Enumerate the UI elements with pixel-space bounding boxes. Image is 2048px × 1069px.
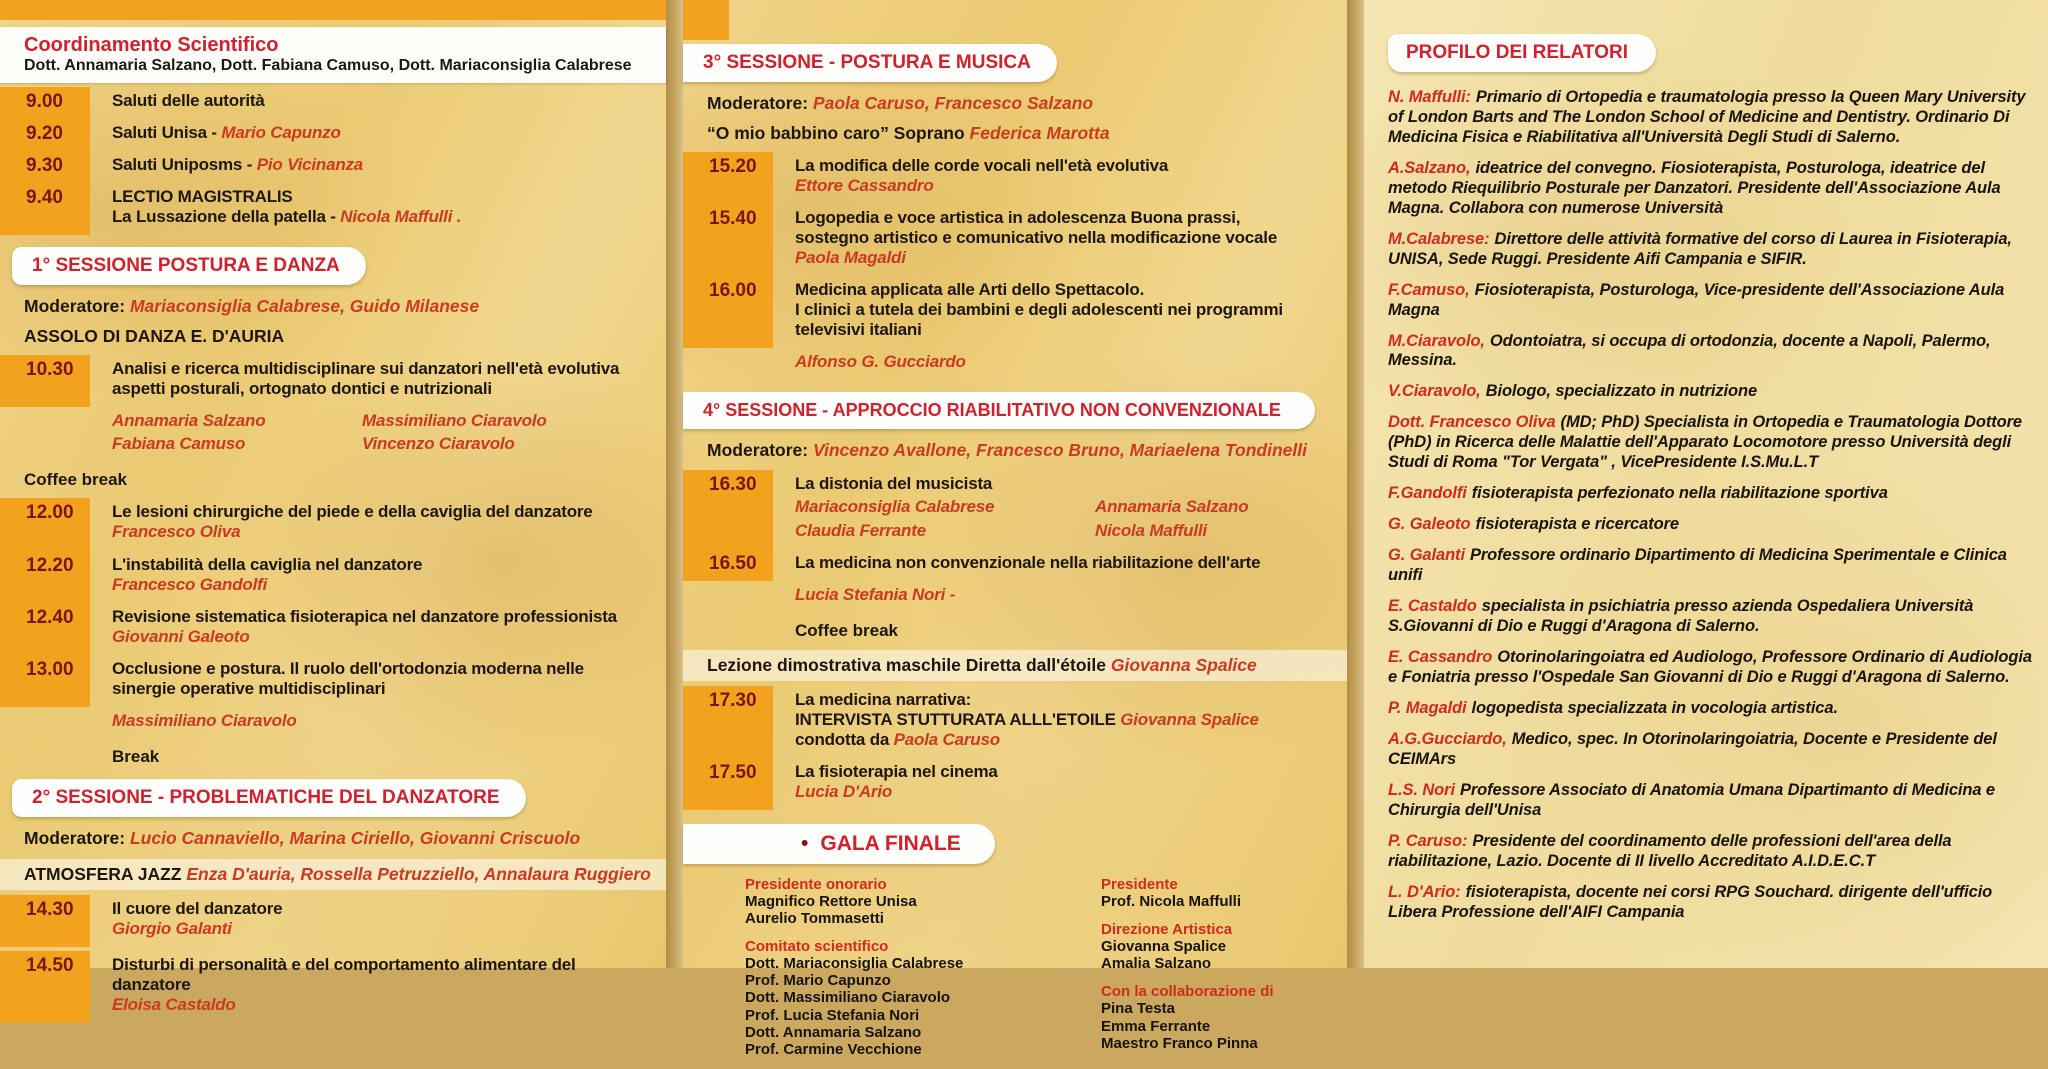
profile-text: fisioterapista perfezionato nella riabilitazione sportiva bbox=[1471, 484, 1888, 503]
talk-subtitle bbox=[795, 730, 1343, 750]
schedule-group-1730 bbox=[683, 686, 1347, 810]
profile-text: Odontoiatra, si occupa di ortodonzia, docente a Napoli, Palermo, Messina. bbox=[1388, 331, 1991, 370]
demo-lesson-band bbox=[683, 650, 1347, 681]
speaker-name: Claudia Ferrante bbox=[795, 520, 926, 540]
time-label: 17.30 bbox=[683, 686, 773, 758]
profile-text: logopedista specializzata in vocologia artistica. bbox=[1471, 698, 1838, 717]
schedule-group-music bbox=[683, 152, 1347, 380]
table-row bbox=[0, 407, 666, 462]
talk-title: Disturbi di personalità e del comportamento alimentare del bbox=[112, 954, 576, 974]
profile-name: V.Ciaravolo, bbox=[1388, 382, 1481, 401]
panel-morning-program bbox=[0, 0, 666, 1015]
table-row bbox=[683, 204, 1347, 276]
time-label: 9.20 bbox=[0, 119, 90, 151]
speaker-name: Nicola Maffulli bbox=[1095, 520, 1207, 540]
committee-section bbox=[1101, 983, 1274, 1051]
time-label: 12.20 bbox=[0, 551, 90, 603]
committee-member: Prof. Mario Capunzo bbox=[745, 972, 891, 990]
time-label: 13.00 bbox=[0, 655, 90, 707]
time-spacer bbox=[683, 581, 773, 613]
speaker-name: Vincenzo Ciaravolo bbox=[362, 434, 515, 454]
session-4-pill: 4° SESSIONE - APPROCCIO RIABILITATIVO NON CONVENZIONALE bbox=[683, 392, 1315, 429]
talk-title: La distonia del musicista bbox=[795, 474, 993, 494]
profile-text: specialista in psichiatria presso azienda Ospedaliera Università S.Giovanni di Dio e Ruggi d'Aragona di Salerno. bbox=[1388, 597, 1974, 636]
committee-member: Dott. Massimiliano Ciaravolo bbox=[745, 989, 951, 1007]
moderator-names: Vincenzo Avallone, Francesco Bruno, Mariaelena Tondinelli bbox=[812, 440, 1307, 461]
time-label: 12.00 bbox=[0, 498, 90, 550]
moderator-line bbox=[0, 291, 666, 322]
table-row bbox=[0, 498, 666, 550]
table-row bbox=[0, 355, 666, 407]
table-row bbox=[0, 151, 666, 183]
talk-title: La medicina narrativa: bbox=[795, 689, 972, 709]
profile-entry bbox=[1388, 883, 2034, 923]
table-row bbox=[683, 686, 1347, 758]
coordination-band bbox=[0, 27, 666, 83]
profile-text: Presidente del coordinamento delle professioni dell'area della riabilitazione, Lazio. Docente di II livello Accreditato A.I.D.E.C.T bbox=[1388, 831, 1952, 870]
profile-name: L.S. Nori bbox=[1388, 780, 1455, 799]
performer-names: Enza D'auria, Rossella Petruzziello, Annalaura Ruggiero bbox=[186, 863, 651, 884]
committee-member: Aurelio Tommasetti bbox=[745, 910, 884, 928]
gala-finale-pill bbox=[683, 824, 995, 864]
talk-title: Il cuore del danzatore bbox=[112, 898, 283, 918]
profile-name: Dott. Francesco Oliva bbox=[1388, 413, 1556, 432]
speaker-name: Paola Caruso bbox=[893, 729, 1000, 749]
profile-name: M.Ciaravolo, bbox=[1388, 331, 1485, 350]
speaker-name: Giorgio Galanti bbox=[112, 918, 232, 938]
profile-name: M.Calabrese: bbox=[1388, 229, 1490, 248]
fold-shadow bbox=[666, 0, 683, 968]
talk-subtitle: sinergie operative multidisciplinari bbox=[112, 678, 386, 698]
committee-section bbox=[1101, 921, 1274, 972]
profile-name: E. Cassandro bbox=[1388, 647, 1493, 666]
speaker-name: Pio Vicinanza bbox=[256, 155, 364, 175]
committee-member: Prof. Lucia Stefania Nori bbox=[745, 1006, 920, 1024]
committee-header: Presidente bbox=[1101, 875, 1178, 893]
talk-title: Revisione sistematica fisioterapica nel danzatore professionista bbox=[112, 606, 617, 626]
schedule-group-opening bbox=[0, 87, 666, 235]
talk-title: LECTIO MAGISTRALIS bbox=[112, 187, 293, 207]
performance-title: ATMOSFERA JAZZ bbox=[24, 863, 187, 884]
time-spacer bbox=[683, 348, 773, 380]
session-3-pill: 3° SESSIONE - POSTURA E MUSICA bbox=[683, 44, 1057, 82]
profile-entry bbox=[1388, 413, 2034, 473]
top-orange-bar bbox=[0, 0, 666, 20]
table-row bbox=[0, 951, 666, 1023]
profile-name: A.G.Gucciardo, bbox=[1388, 729, 1507, 748]
panel-afternoon-program bbox=[683, 0, 1347, 1058]
profile-name: F.Camuso, bbox=[1388, 280, 1470, 299]
profiles-title-pill: PROFILO DEI RELATORI bbox=[1388, 34, 1656, 72]
profile-entry bbox=[1388, 230, 2034, 270]
bullet-icon: • bbox=[801, 831, 809, 855]
profile-name: A.Salzano, bbox=[1388, 158, 1471, 177]
talk-title-text: Saluti Unisa - bbox=[112, 123, 222, 143]
committee-member: Emma Ferrante bbox=[1101, 1017, 1211, 1035]
talk-title: Logopedia e voce artistica in adolescenza Buona prassi, bbox=[795, 208, 1241, 228]
table-row bbox=[0, 87, 666, 119]
coffee-break-label: Coffee break bbox=[24, 470, 127, 490]
profile-name: F.Gandolfi bbox=[1388, 484, 1467, 503]
performer-names: Giovanna Spalice bbox=[1110, 654, 1257, 675]
performance-band bbox=[0, 859, 666, 890]
talk-subtitle: televisivi italiani bbox=[795, 320, 922, 340]
time-spacer bbox=[0, 707, 90, 739]
profile-name: G. Galanti bbox=[1388, 546, 1465, 565]
demo-lesson-title: Lezione dimostrativa maschile Diretta dall'étoile bbox=[707, 654, 1111, 675]
talk-title bbox=[112, 123, 662, 143]
talk-title: La modifica delle corde vocali nell'età evolutiva bbox=[795, 156, 1169, 175]
coffee-break-label: Coffee break bbox=[795, 620, 898, 640]
table-row bbox=[0, 603, 666, 655]
speaker-name: Fabiana Camuso bbox=[112, 434, 246, 454]
schedule-group-noon bbox=[0, 498, 666, 738]
profile-entry bbox=[1388, 332, 2034, 372]
profile-text: Professore Associato di Anatomia Umana Dipartimanto di Medicina e Chirurgia dell'Unisa bbox=[1388, 780, 1996, 819]
profile-name: P. Caruso: bbox=[1388, 831, 1468, 850]
table-row bbox=[0, 655, 666, 707]
time-label: 17.50 bbox=[683, 758, 773, 810]
profile-text: Direttore delle attività formative del corso di Laurea in Fisioterapia, UNISA, Sede Ruggi. Presidente Aifi Campania e SIFIR. bbox=[1388, 229, 2012, 268]
committee-member: Amalia Salzano bbox=[1101, 955, 1212, 973]
profile-name: P. Magaldi bbox=[1388, 698, 1467, 717]
profile-entry bbox=[1388, 546, 2034, 586]
profile-text: Professore ordinario Dipartimento di Medicina Sperimentale e Clinica unifi bbox=[1388, 546, 2007, 585]
profile-entry bbox=[1388, 484, 2034, 504]
profile-entry bbox=[1388, 781, 2034, 821]
committee-member: Dott. Mariaconsiglia Calabrese bbox=[745, 955, 964, 973]
talk-subtitle: I clinici a tutela dei bambini e degli adolescenti nei programmi bbox=[795, 300, 1283, 320]
profile-name: G. Galeoto bbox=[1388, 515, 1471, 534]
gala-finale-label: GALA FINALE bbox=[820, 831, 961, 855]
speaker-name: Lucia Stefania Nori - bbox=[795, 584, 956, 604]
time-label: 12.40 bbox=[0, 603, 90, 655]
profile-name: N. Maffulli: bbox=[1388, 88, 1471, 106]
talk-title: Analisi e ricerca multidisciplinare sui danzatori nell'età evolutiva bbox=[112, 359, 620, 379]
coordination-title: Coordinamento Scientifico bbox=[24, 34, 279, 56]
talk-title-text: Saluti Uniposms - bbox=[112, 155, 257, 175]
performance-title: “O mio babbino caro” Soprano bbox=[707, 123, 970, 143]
time-label: 14.30 bbox=[0, 895, 90, 947]
time-label: 14.50 bbox=[0, 951, 90, 1023]
speaker-grid bbox=[795, 497, 1343, 540]
committee-column-left bbox=[745, 876, 1101, 1069]
talk-title-text: condotta da bbox=[795, 729, 894, 749]
profile-text: fisioterapista e ricercatore bbox=[1475, 515, 1679, 534]
profile-name: E. Castaldo bbox=[1388, 597, 1477, 616]
time-label: 10.30 bbox=[0, 355, 90, 407]
time-spacer bbox=[0, 407, 90, 462]
talk-title: Le lesioni chirurgiche del piede e della caviglia del danzatore bbox=[112, 502, 593, 522]
performer-names: Federica Marotta bbox=[969, 123, 1110, 143]
talk-title-text: La Lussazione della patella - bbox=[112, 207, 341, 227]
table-row bbox=[683, 152, 1347, 204]
committee-member: Pina Testa bbox=[1101, 1000, 1175, 1018]
speaker-name: Giovanni Galeoto bbox=[112, 626, 250, 646]
speaker-name: Nicola Maffulli . bbox=[340, 207, 462, 227]
session-1-pill: 1° SESSIONE POSTURA E DANZA bbox=[12, 247, 366, 285]
profile-entry bbox=[1388, 88, 2034, 148]
speaker-name: Giovanna Spalice bbox=[1120, 709, 1259, 729]
profile-text: Fiosioterapista, Posturologa, Vice-presidente dell'Associazione Aula Magna bbox=[1388, 280, 2005, 319]
speaker-name: Paola Magaldi bbox=[795, 248, 906, 268]
panel-speaker-profiles bbox=[1364, 0, 2048, 968]
speaker-name: Francesco Oliva bbox=[112, 522, 241, 542]
talk-title: L'instabilità della caviglia nel danzatore bbox=[112, 554, 423, 574]
table-row bbox=[683, 348, 1347, 380]
performance-line: ASSOLO DI DANZA E. D'AURIA bbox=[24, 326, 285, 347]
committee-member: Giovanna Spalice bbox=[1101, 938, 1227, 956]
profile-text: Biologo, specializzato in nutrizione bbox=[1485, 382, 1758, 401]
table-row bbox=[683, 581, 1347, 613]
speaker-name: Eloisa Castaldo bbox=[112, 995, 236, 1015]
table-row bbox=[0, 707, 666, 739]
speaker-name: Ettore Cassandro bbox=[795, 176, 934, 196]
speaker-name: Massimiliano Ciaravolo bbox=[112, 710, 297, 730]
speaker-name: Alfonso G. Gucciardo bbox=[795, 352, 966, 372]
profile-text: Medico, spec. In Otorinolaringoiatria, Docente e Presidente del CEIMArs bbox=[1388, 729, 1997, 768]
moderator-names: Lucio Cannaviello, Marina Ciriello, Giovanni Criscuolo bbox=[129, 827, 581, 848]
committee-column-right bbox=[1101, 876, 1274, 1069]
committee-section bbox=[1101, 876, 1274, 910]
break-label: Break bbox=[112, 746, 160, 766]
committee-member: Prof. Nicola Maffulli bbox=[1101, 892, 1242, 910]
profile-entry bbox=[1388, 382, 2034, 402]
moderator-line bbox=[0, 823, 666, 854]
talk-title: Saluti delle autorità bbox=[112, 91, 265, 110]
moderator-names: Mariaconsiglia Calabrese, Guido Milanese bbox=[129, 296, 480, 317]
moderator-label: Moderatore: bbox=[707, 93, 813, 113]
table-row bbox=[0, 119, 666, 151]
schedule-group-1030 bbox=[0, 355, 666, 462]
committee-member: Magnifico Rettore Unisa bbox=[745, 892, 917, 910]
schedule-group-1430 bbox=[0, 895, 666, 947]
committee-section bbox=[745, 876, 1101, 927]
profile-entry bbox=[1388, 832, 2034, 872]
time-label: 16.30 bbox=[683, 470, 773, 548]
moderator-line bbox=[683, 435, 1347, 466]
time-label: 16.50 bbox=[683, 549, 773, 581]
talk-subtitle bbox=[795, 710, 1343, 730]
speaker-name: Francesco Gandolfi bbox=[112, 574, 268, 594]
committee-header: Presidente onorario bbox=[745, 875, 887, 893]
table-row bbox=[683, 276, 1347, 348]
moderator-label: Moderatore: bbox=[24, 296, 130, 317]
profile-entry bbox=[1388, 281, 2034, 321]
talk-title: Medicina applicata alle Arti dello Spettacolo. bbox=[795, 280, 1145, 300]
committees-block bbox=[683, 876, 1347, 1069]
profile-text: ideatrice del convegno. Fiosioterapista, Posturologa, ideatrice del metodo Riequilibrio Posturale per Danzatori. Presidente dell'Associazione Aula Magna. Collabora con numerose Università bbox=[1388, 158, 2001, 217]
time-label: 9.40 bbox=[0, 183, 90, 235]
speaker-name: Mariaconsiglia Calabrese bbox=[795, 497, 995, 517]
committee-header: Direzione Artistica bbox=[1101, 921, 1233, 939]
speaker-name: Lucia D'Ario bbox=[795, 781, 893, 801]
moderator-names: Paola Caruso, Francesco Salzano bbox=[812, 93, 1094, 113]
time-label: 9.30 bbox=[0, 151, 90, 183]
profile-entry bbox=[1388, 730, 2034, 770]
profile-entry bbox=[1388, 648, 2034, 688]
table-row bbox=[683, 549, 1347, 581]
time-label: 16.00 bbox=[683, 276, 773, 348]
committee-member: Maestro Franco Pinna bbox=[1101, 1034, 1258, 1052]
table-row bbox=[0, 895, 666, 947]
talk-subtitle: sostegno artistico e comunicativo nella modificazione vocale bbox=[795, 228, 1278, 248]
talk-title: La fisioterapia nel cinema bbox=[795, 761, 998, 781]
time-label: 15.20 bbox=[683, 152, 773, 204]
time-label: 9.00 bbox=[0, 87, 90, 119]
speaker-name: Annamaria Salzano bbox=[112, 411, 266, 431]
profile-entry bbox=[1388, 159, 2034, 219]
talk-title: Occlusione e postura. Il ruolo dell'ortodonzia moderna nelle bbox=[112, 658, 584, 678]
profile-text: fisioterapista, docente nei corsi RPG Souchard. dirigente dell'ufficio Libera Professione dell'AIFI Campania bbox=[1388, 882, 1993, 921]
coordination-names: Dott. Annamaria Salzano, Dott. Fabiana Camuso, Dott. Mariaconsiglia Calabrese bbox=[24, 57, 632, 74]
schedule-group-1450 bbox=[0, 951, 666, 1023]
profile-entry bbox=[1388, 699, 2034, 719]
table-row bbox=[683, 470, 1347, 548]
talk-subtitle: aspetti posturali, ortognato dontici e nutrizionali bbox=[112, 379, 492, 399]
schedule-group-1630 bbox=[683, 470, 1347, 612]
speaker-name: Annamaria Salzano bbox=[1095, 497, 1249, 517]
time-label: 15.40 bbox=[683, 204, 773, 276]
speaker-name: Massimiliano Ciaravolo bbox=[362, 411, 547, 431]
performance-line bbox=[683, 119, 1347, 148]
talk-title-text: INTERVISTA STUTTURATA ALLL'ETOILE bbox=[795, 709, 1121, 729]
talk-subtitle: danzatore bbox=[112, 974, 191, 994]
committee-member: Dott. Annamaria Salzano bbox=[745, 1023, 922, 1041]
table-row bbox=[0, 183, 666, 235]
profile-text: Primario di Ortopedia e traumatologia presso la Queen Mary University of London Barts and The London School of Medicine and Dentistry. Ordinario Di Medicina Fisica e Riabilitativa all'Università Degli Studi di Salerno. bbox=[1388, 88, 2026, 146]
moderator-label: Moderatore: bbox=[707, 440, 813, 461]
profile-text: (MD; PhD) Specialista in Ortopedia e Traumatologia Dottore (PhD) in Ricerca delle Malattie dell'Apparato Locomotore presso Università degli Studi di Roma "Tor Vergata" , VicePresidente I.S.Mu.L.T bbox=[1388, 413, 2023, 472]
profiles-list bbox=[1384, 88, 2034, 922]
fold-shadow bbox=[1347, 0, 1364, 968]
talk-title bbox=[112, 155, 662, 175]
table-row bbox=[683, 758, 1347, 810]
committee-section bbox=[745, 938, 1101, 1058]
profile-entry bbox=[1388, 515, 2034, 535]
corner-orange-block bbox=[683, 0, 729, 40]
committee-header: Con la collaborazione di bbox=[1101, 983, 1274, 1001]
session-2-pill: 2° SESSIONE - PROBLEMATICHE DEL DANZATORE bbox=[12, 779, 526, 817]
committee-member: Prof. Carmine Vecchione bbox=[745, 1040, 922, 1058]
speaker-grid bbox=[112, 411, 662, 454]
moderator-label: Moderatore: bbox=[24, 827, 130, 848]
speaker-name: Mario Capunzo bbox=[221, 123, 341, 143]
profile-name: L. D'Ario: bbox=[1388, 882, 1461, 901]
committee-header: Comitato scientifico bbox=[745, 938, 889, 956]
talk-subtitle bbox=[112, 207, 662, 227]
profile-entry bbox=[1388, 597, 2034, 637]
table-row bbox=[0, 551, 666, 603]
profile-text: Otorinolaringoiatra ed Audiologo, Professore Ordinario di Audiologia e Foniatria presso l'Ospedale San Giovanni di Dio e Ruggi d'Aragona di Salerno. bbox=[1388, 647, 2032, 686]
talk-title: La medicina non convenzionale nella riabilitazione dell'arte bbox=[795, 552, 1261, 572]
moderator-line bbox=[683, 88, 1347, 119]
